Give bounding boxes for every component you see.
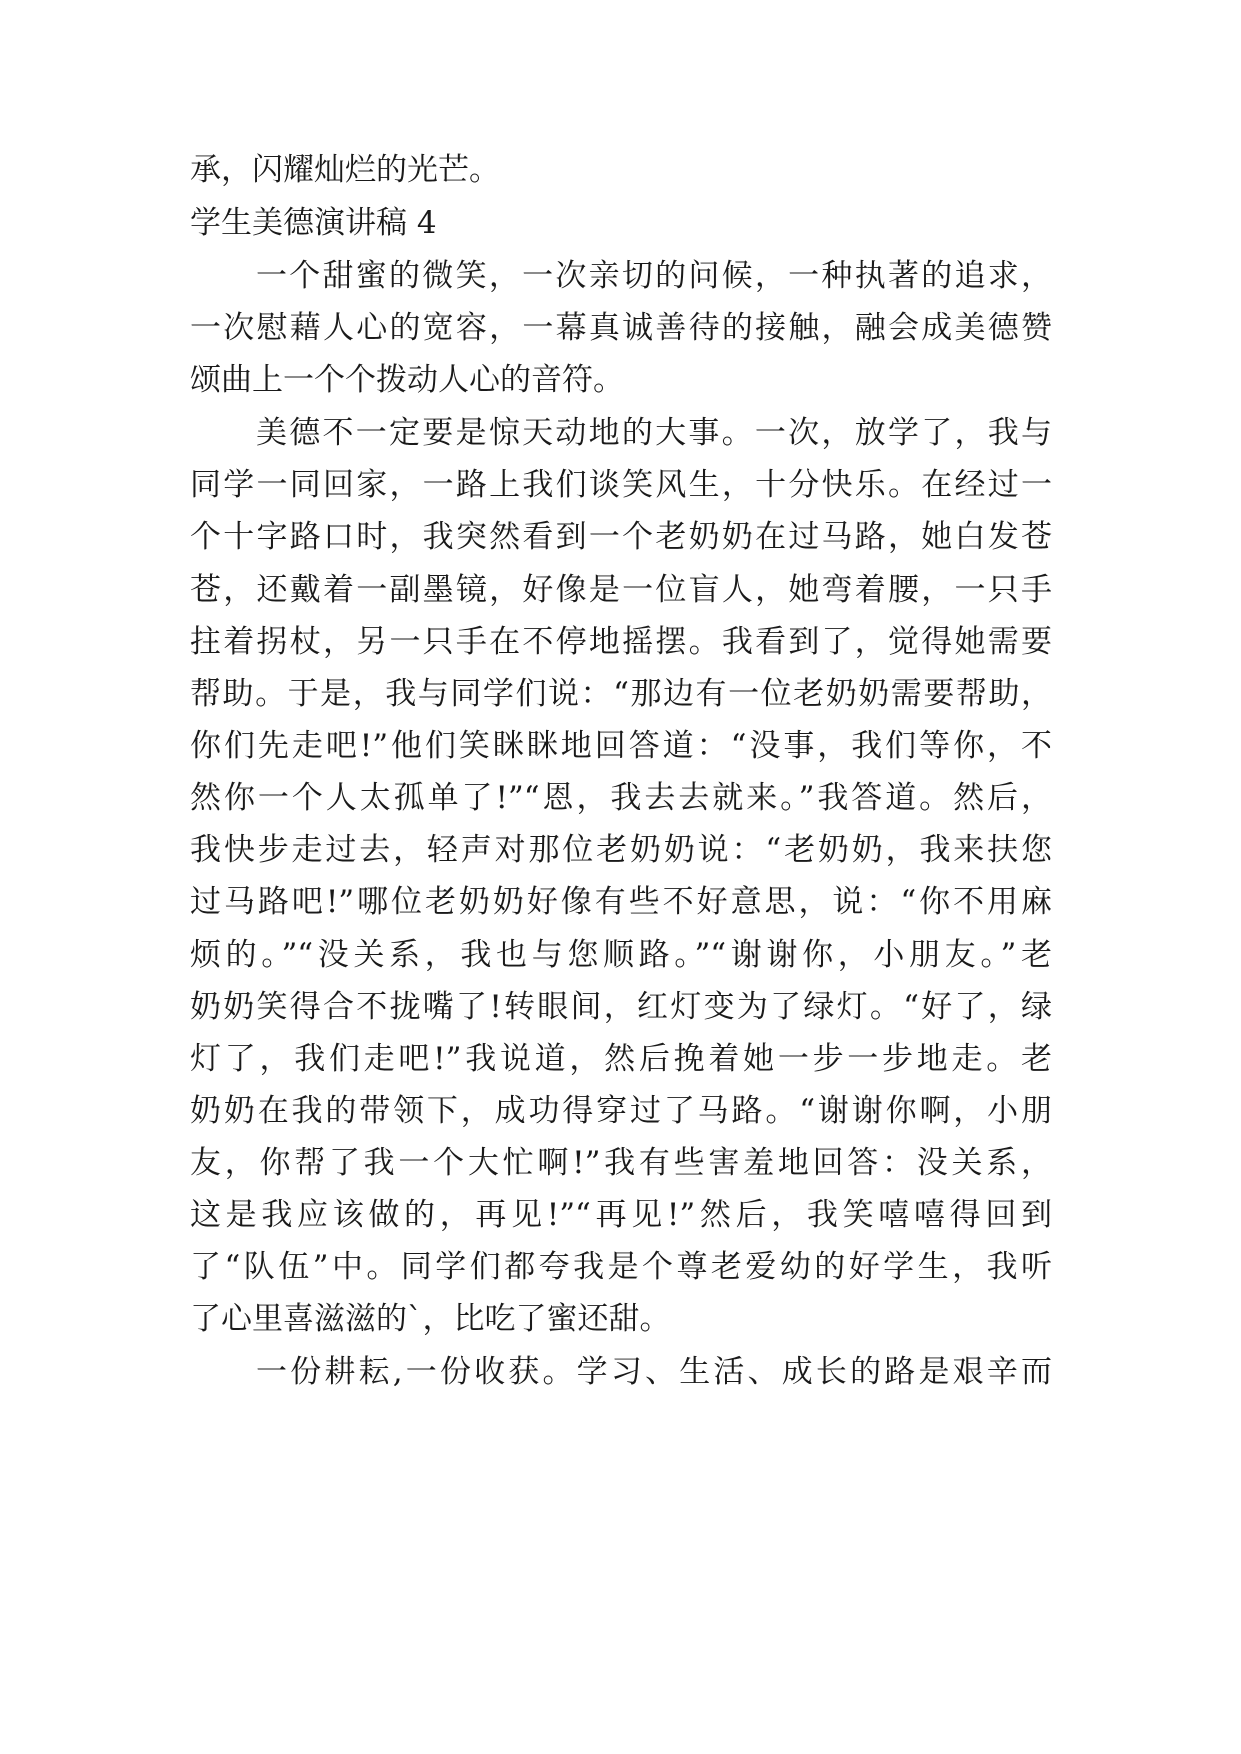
paragraph-line: 我快步走过去，轻声对那位老奶奶说：“老奶奶，我来扶您 xyxy=(190,832,1052,868)
paragraph-line: 同学一同回家，一路上我们谈笑风生，十分快乐。在经过一 xyxy=(190,467,1052,503)
paragraph-line: 颂曲上一个个拨动人心的音符。 xyxy=(190,362,624,398)
paragraph-line: 你们先走吧!”他们笑眯眯地回答道：“没事，我们等你，不 xyxy=(190,728,1052,764)
paragraph-line: 了心里喜滋滋的`，比吃了蜜还甜。 xyxy=(190,1301,671,1337)
paragraph-line: 苍，还戴着一副墨镜，好像是一位盲人，她弯着腰，一只手 xyxy=(190,572,1052,608)
paragraph-line: 一份耕耘,一份收获。学习、生活、成长的路是艰辛而 xyxy=(256,1354,1052,1390)
paragraph-line: 灯了，我们走吧!”我说道，然后挽着她一步一步地走。老 xyxy=(190,1041,1052,1077)
paragraph-line: 奶奶在我的带领下，成功得穿过了马路。“谢谢你啊，小朋 xyxy=(190,1093,1052,1129)
paragraph-line: 了“队伍”中。同学们都夸我是个尊老爱幼的好学生，我听 xyxy=(190,1249,1052,1285)
paragraph-line: 友，你帮了我一个大忙啊!”我有些害羞地回答：没关系， xyxy=(190,1145,1052,1181)
section-heading: 学生美德演讲稿 4 xyxy=(190,205,437,241)
paragraph-line: 这是我应该做的，再见!”“再见!”然后，我笑嘻嘻得回到 xyxy=(190,1197,1052,1233)
paragraph-line: 然你一个人太孤单了!”“恩，我去去就来。”我答道。然后， xyxy=(190,780,1052,816)
paragraph-line: 承，闪耀灿烂的光芒。 xyxy=(190,152,500,188)
paragraph-line: 帮助。于是，我与同学们说：“那边有一位老奶奶需要帮助， xyxy=(190,676,1052,712)
paragraph-line: 一个甜蜜的微笑，一次亲切的问候，一种执著的追求， xyxy=(256,258,1052,294)
paragraph-line: 个十字路口时，我突然看到一个老奶奶在过马路，她白发苍 xyxy=(190,519,1052,555)
paragraph-line: 一次慰藉人心的宽容，一幕真诚善待的接触，融会成美德赞 xyxy=(190,310,1052,346)
paragraph-line: 过马路吧!”哪位老奶奶好像有些不好意思，说：“你不用麻 xyxy=(190,884,1052,920)
paragraph-line: 拄着拐杖，另一只手在不停地摇摆。我看到了，觉得她需要 xyxy=(190,624,1052,660)
paragraph-line: 美德不一定要是惊天动地的大事。一次，放学了，我与 xyxy=(256,415,1052,451)
paragraph-line: 烦的。”“没关系，我也与您顺路。”“谢谢你，小朋友。”老 xyxy=(190,937,1052,973)
paragraph-line: 奶奶笑得合不拢嘴了!转眼间，红灯变为了绿灯。“好了，绿 xyxy=(190,989,1052,1025)
